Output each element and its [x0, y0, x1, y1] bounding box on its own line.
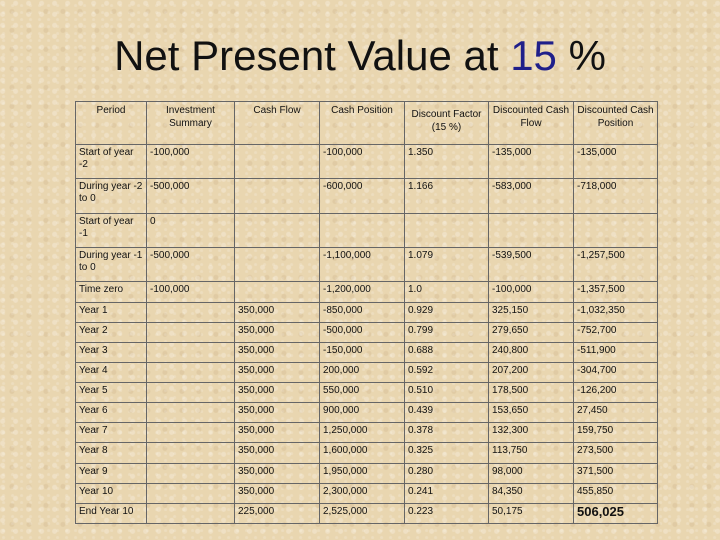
header-investment-summary: Investment Summary — [147, 102, 235, 145]
discounted-cash-flow-cell: 98,000 — [489, 463, 574, 483]
title-rate: 15 — [510, 32, 557, 79]
npv-table-body — [76, 145, 658, 524]
discount-factor-cell: 0.223 — [405, 503, 489, 523]
investment-cell: -100,000 — [147, 282, 235, 302]
discount-factor-cell: 0.929 — [405, 302, 489, 322]
cash-flow-cell — [235, 213, 320, 247]
discounted-cash-flow-cell: -100,000 — [489, 282, 574, 302]
cash-flow-cell: 350,000 — [235, 483, 320, 503]
cash-flow-cell: 350,000 — [235, 423, 320, 443]
investment-cell — [147, 503, 235, 523]
cash-position-cell: 550,000 — [320, 383, 405, 403]
cash-flow-cell: 350,000 — [235, 403, 320, 423]
table-row — [76, 248, 658, 282]
period-cell: During year -1 to 0 — [76, 248, 147, 282]
discount-factor-cell: 1.079 — [405, 248, 489, 282]
period-cell: Year 10 — [76, 483, 147, 503]
period-cell: Year 8 — [76, 443, 147, 463]
discounted-cash-position-cell: -718,000 — [574, 179, 658, 213]
discounted-cash-flow-cell: 113,750 — [489, 443, 574, 463]
table-row — [76, 403, 658, 423]
header-cash-position: Cash Position — [320, 102, 405, 145]
discount-factor-cell: 0.378 — [405, 423, 489, 443]
table-row — [76, 423, 658, 443]
cash-flow-cell: 350,000 — [235, 383, 320, 403]
cash-position-cell: 2,300,000 — [320, 483, 405, 503]
period-cell: Time zero — [76, 282, 147, 302]
investment-cell: -100,000 — [147, 145, 235, 179]
investment-cell — [147, 403, 235, 423]
title-suffix: % — [556, 32, 606, 79]
header-discounted-cash-position: Discounted Cash Position — [574, 102, 658, 145]
cash-position-cell: 1,950,000 — [320, 463, 405, 483]
investment-cell — [147, 322, 235, 342]
period-cell: End Year 10 — [76, 503, 147, 523]
table-row — [76, 282, 658, 302]
discount-factor-cell: 0.439 — [405, 403, 489, 423]
discount-factor-cell: 0.510 — [405, 383, 489, 403]
period-cell: Year 3 — [76, 342, 147, 362]
cash-position-cell: -850,000 — [320, 302, 405, 322]
npv-result-cell: 506,025 — [574, 503, 658, 523]
header-row — [76, 102, 658, 145]
cash-position-cell: -100,000 — [320, 145, 405, 179]
cash-position-cell: -150,000 — [320, 342, 405, 362]
investment-cell — [147, 463, 235, 483]
period-cell: During year -2 to 0 — [76, 179, 147, 213]
discounted-cash-flow-cell: 240,800 — [489, 342, 574, 362]
header-discounted-cash-flow: Discounted Cash Flow — [489, 102, 574, 145]
cash-flow-cell — [235, 145, 320, 179]
discounted-cash-flow-cell: 84,350 — [489, 483, 574, 503]
discounted-cash-position-cell: 27,450 — [574, 403, 658, 423]
discounted-cash-flow-cell: 325,150 — [489, 302, 574, 322]
cash-position-cell: -1,100,000 — [320, 248, 405, 282]
table-row — [76, 145, 658, 179]
cash-flow-cell: 350,000 — [235, 342, 320, 362]
discount-factor-cell: 0.592 — [405, 362, 489, 382]
period-cell: Year 1 — [76, 302, 147, 322]
period-cell: Start of year -1 — [76, 213, 147, 247]
discounted-cash-position-cell: -126,200 — [574, 383, 658, 403]
investment-cell — [147, 362, 235, 382]
discounted-cash-position-cell: -304,700 — [574, 362, 658, 382]
cash-flow-cell — [235, 179, 320, 213]
discount-factor-cell: 0.325 — [405, 443, 489, 463]
investment-cell — [147, 443, 235, 463]
investment-cell: -500,000 — [147, 179, 235, 213]
cash-flow-cell: 350,000 — [235, 362, 320, 382]
period-cell: Year 7 — [76, 423, 147, 443]
investment-cell — [147, 383, 235, 403]
table-row — [76, 383, 658, 403]
cash-position-cell: 2,525,000 — [320, 503, 405, 523]
cash-flow-cell: 350,000 — [235, 322, 320, 342]
period-cell: Year 5 — [76, 383, 147, 403]
cash-position-cell: 900,000 — [320, 403, 405, 423]
discounted-cash-flow-cell: 132,300 — [489, 423, 574, 443]
cash-flow-cell — [235, 282, 320, 302]
discounted-cash-position-cell: -1,257,500 — [574, 248, 658, 282]
table-row — [76, 362, 658, 382]
discount-factor-cell: 1.350 — [405, 145, 489, 179]
investment-cell — [147, 342, 235, 362]
discounted-cash-flow-cell — [489, 213, 574, 247]
discounted-cash-flow-cell: 153,650 — [489, 403, 574, 423]
header-period: Period — [76, 102, 147, 145]
title-prefix: Net Present Value at — [114, 32, 511, 79]
discounted-cash-position-cell: -1,032,350 — [574, 302, 658, 322]
npv-table — [75, 101, 658, 524]
discounted-cash-position-cell: 455,850 — [574, 483, 658, 503]
discount-factor-cell: 1.0 — [405, 282, 489, 302]
discounted-cash-position-cell: 273,500 — [574, 443, 658, 463]
table-row — [76, 443, 658, 463]
period-cell: Year 4 — [76, 362, 147, 382]
discounted-cash-position-cell: 159,750 — [574, 423, 658, 443]
cash-flow-cell: 350,000 — [235, 463, 320, 483]
cash-position-cell: 1,600,000 — [320, 443, 405, 463]
cash-position-cell: -600,000 — [320, 179, 405, 213]
period-cell: Year 6 — [76, 403, 147, 423]
discounted-cash-position-cell: -752,700 — [574, 322, 658, 342]
discounted-cash-flow-cell: 279,650 — [489, 322, 574, 342]
cash-position-cell: -500,000 — [320, 322, 405, 342]
discounted-cash-position-cell: 371,500 — [574, 463, 658, 483]
cash-flow-cell — [235, 248, 320, 282]
discount-factor-cell: 1.166 — [405, 179, 489, 213]
discounted-cash-flow-cell: 50,175 — [489, 503, 574, 523]
discount-factor-cell: 0.280 — [405, 463, 489, 483]
cash-position-cell — [320, 213, 405, 247]
discounted-cash-position-cell — [574, 213, 658, 247]
table-row — [76, 483, 658, 503]
investment-cell — [147, 302, 235, 322]
table-row — [76, 179, 658, 213]
discounted-cash-flow-cell: 178,500 — [489, 383, 574, 403]
discount-factor-cell: 0.241 — [405, 483, 489, 503]
investment-cell: 0 — [147, 213, 235, 247]
cash-position-cell: -1,200,000 — [320, 282, 405, 302]
discount-factor-cell: 0.688 — [405, 342, 489, 362]
table-row — [76, 463, 658, 483]
discounted-cash-position-cell: -135,000 — [574, 145, 658, 179]
investment-cell — [147, 423, 235, 443]
discounted-cash-position-cell: -1,357,500 — [574, 282, 658, 302]
discounted-cash-position-cell: -511,900 — [574, 342, 658, 362]
discounted-cash-flow-cell: 207,200 — [489, 362, 574, 382]
cash-flow-cell: 350,000 — [235, 302, 320, 322]
table-row — [76, 322, 658, 342]
investment-cell — [147, 483, 235, 503]
header-discount-factor: Discount Factor (15 %) — [405, 102, 489, 145]
cash-flow-cell: 225,000 — [235, 503, 320, 523]
investment-cell: -500,000 — [147, 248, 235, 282]
period-cell: Year 9 — [76, 463, 147, 483]
header-cash-flow: Cash Flow — [235, 102, 320, 145]
table-row — [76, 302, 658, 322]
discount-factor-cell: 0.799 — [405, 322, 489, 342]
page-title — [0, 30, 720, 82]
discounted-cash-flow-cell: -135,000 — [489, 145, 574, 179]
period-cell: Start of year -2 — [76, 145, 147, 179]
period-cell: Year 2 — [76, 322, 147, 342]
cash-position-cell: 200,000 — [320, 362, 405, 382]
table-row — [76, 503, 658, 523]
cash-position-cell: 1,250,000 — [320, 423, 405, 443]
discounted-cash-flow-cell: -583,000 — [489, 179, 574, 213]
table-row — [76, 342, 658, 362]
discount-factor-cell — [405, 213, 489, 247]
table-row — [76, 213, 658, 247]
cash-flow-cell: 350,000 — [235, 443, 320, 463]
discounted-cash-flow-cell: -539,500 — [489, 248, 574, 282]
